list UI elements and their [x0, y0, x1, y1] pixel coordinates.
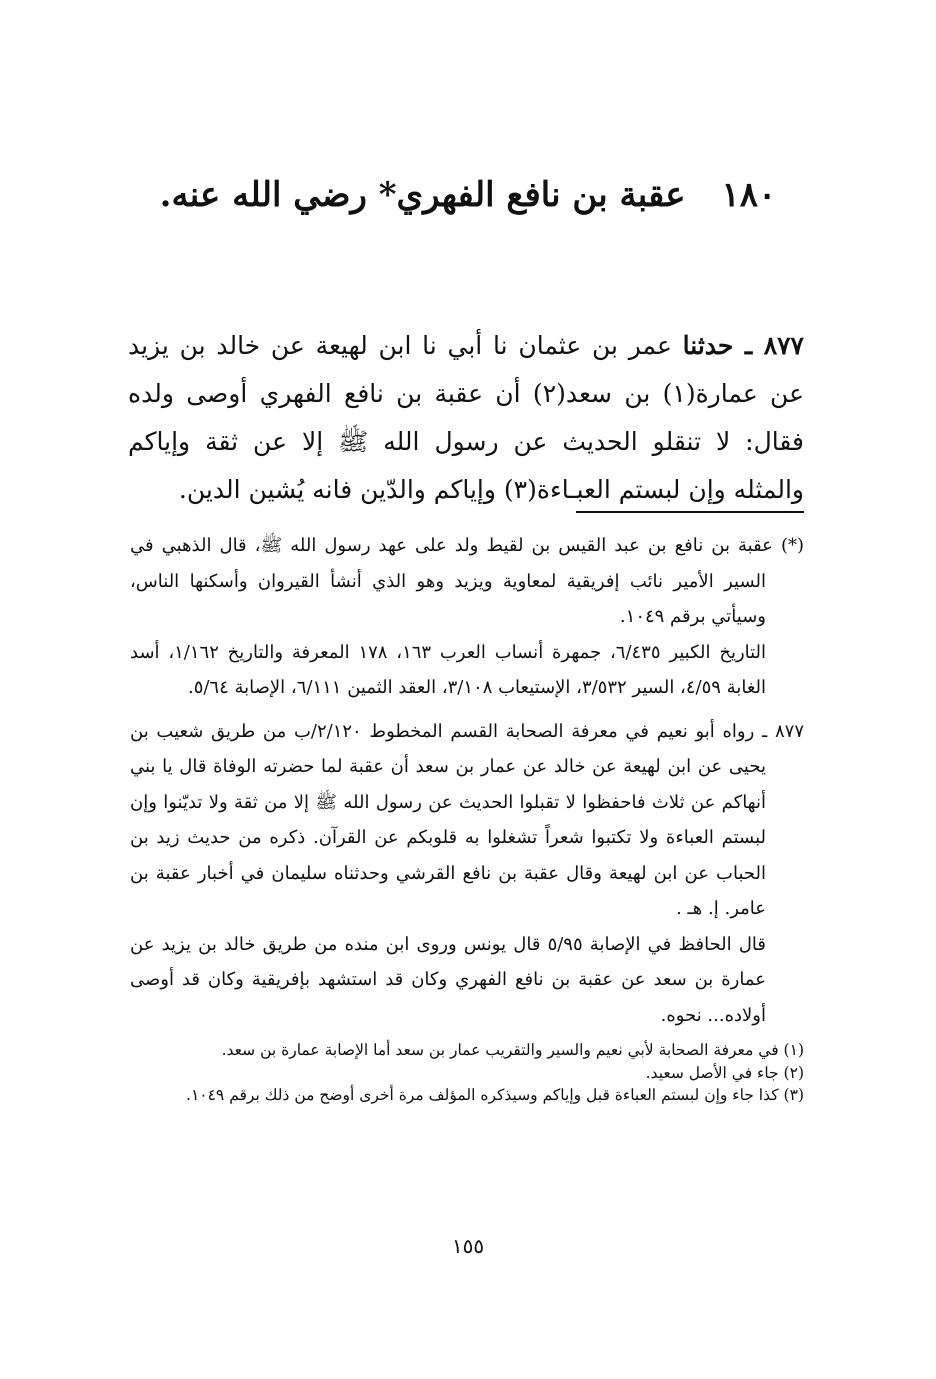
footnotes-area: [130, 528, 804, 1107]
chapter-title: عقبة بن نافع الفهري* رضي الله عنه.: [159, 175, 686, 215]
sources-note: التاريخ الكبير ٦/٤٣٥، جمهرة أنساب العرب ١٦٣، ١٧٨ المعرفة والتاريخ ١/١٦٢، أسد الغابة ٤/٥٩، السير ٣/٥٣٢، الإستيعاب ٣/١٠٨، العقد الثمين ٦/١١١، الإصابة ٥/٦٤.: [130, 641, 767, 698]
chapter-heading: [100, 170, 836, 220]
hadith-text: [128, 322, 804, 514]
footnote-separator: [576, 511, 804, 513]
hafiz-note: قال الحافظ في الإصابة ٥/٩٥ قال يونس وروى ابن منده من طريق خالد بن يزيد عن عمارة بن سعد عن عقبة بن نافع الفهري وكان قد استشهد بإفريقية وكان قد أوصى أولاده... نحوه.: [130, 933, 766, 1026]
footnote-2: (٢) جاء في الأصل سعيد.: [645, 1063, 804, 1082]
chapter-number: ١٨٠: [721, 175, 777, 215]
page-number: ١٥٥: [451, 1234, 485, 1258]
hadith-body: عمر بن عثمان نا أبي نا ابن لهيعة عن خالد بن يزيد عن عمارة(١) بن سعد(٢) أن عقبة بن نافع الفهري أوصى ولده فقال: لا تنقلو الحديث عن رسول الله ﷺ إلا عن ثقة وإياكم والمثله وإن لبستم العبـاءة(٣) وإياكم والدّين فانه يُشين الدين.: [128, 331, 805, 504]
notes-gap: [130, 706, 804, 714]
hadith-lead: ٨٧٧ ـ حدثنا: [682, 331, 804, 360]
footnote-3: (٣) كذا جاء وإن لبستم العباءة قبل وإياكم وسيذكره المؤلف مرة أخرى أوضح من ذلك برقم ١٠٤٩.: [186, 1086, 804, 1104]
takhrij-note: ٨٧٧ ـ رواه أبو نعيم في معرفة الصحابة القسم المخطوط ٢/١٢٠/ب من طريق شعيب بن يحيى عن ابن لهيعة عن خالد عن عمار بن سعد أن عقبة لما حضرته الوفاة قال يا بني أنهاكم عن ثلاث فاحفظوا لا تقبلوا الحديث عن رسول الله ﷺ إلا من ثقة ولا تديّنوا وإن لبستم العباءة ولا تكتبوا شعراً تشغلوا به قلوبكم عن القرآن. ذكره من حديث زيد بن الحباب عن ابن لهيعة وقال عقبة بن نافع القرشي وحدثناه سليمان في أخبار عقبة بن عامر. إ. هـ .: [130, 720, 804, 919]
footnote-1: (١) في معرفة الصحابة لأبي نعيم والسير والتقريب عمار بن سعد أما الإصابة عمارة بن سعد.: [221, 1041, 804, 1059]
biography-note: (*) عقبة بن نافع بن عبد القيس بن لقيط ولد على عهد رسول الله ﷺ، قال الذهبي في السير الأمير نائب إفريقية لمعاوية ويزيد وهو الذي أنشأ القيروان وأسكنها الناس، وسيأتي برقم ١٠٤٩.: [130, 535, 804, 627]
